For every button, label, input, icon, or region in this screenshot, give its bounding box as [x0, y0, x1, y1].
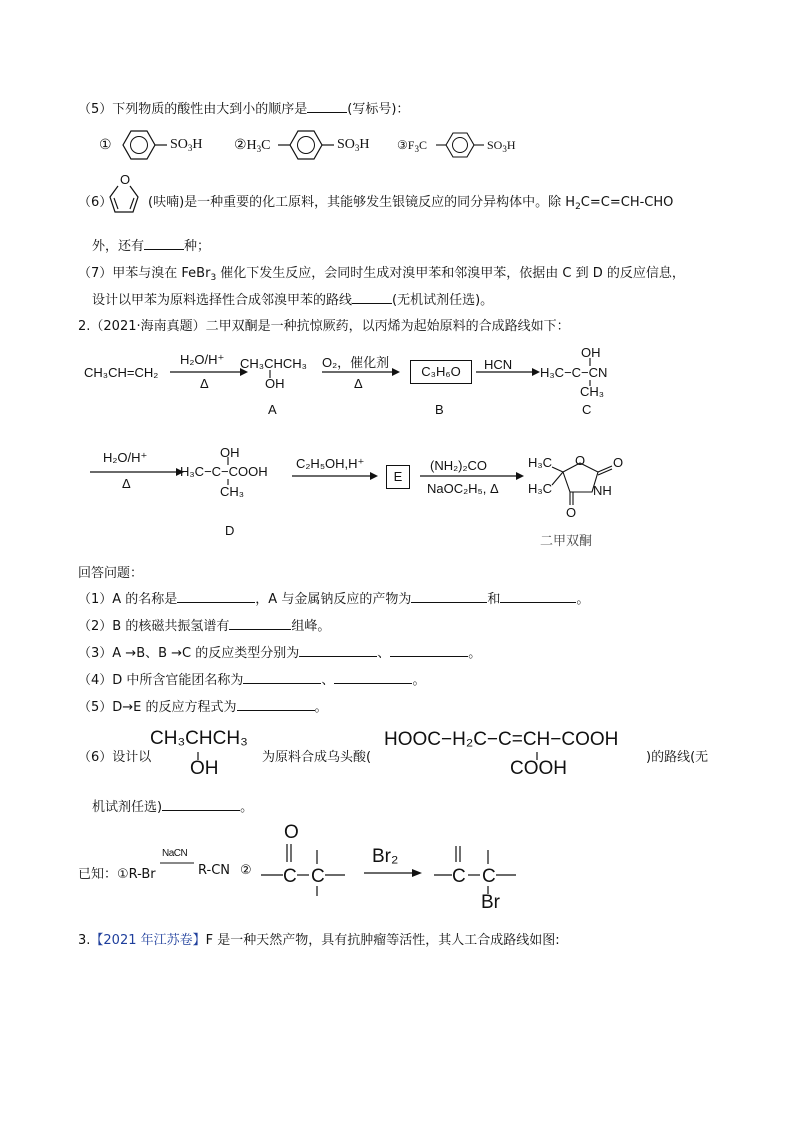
answer-6-acid-cooh: COOH — [510, 758, 567, 779]
step-2-condition: Δ — [354, 376, 363, 391]
q5-stem: （5）下列物质的酸性由大到小的顺序是 (写标号)： — [78, 102, 410, 117]
answer-3: （3）A →B、B →C 的反应类型分别为 、 。 — [78, 646, 482, 661]
answer-6-isopropanol-oh: OH — [190, 758, 219, 779]
product-carbonyl-oxygen-1: O — [613, 455, 624, 470]
step-2-reagent: O₂，催化剂 — [322, 355, 390, 370]
compound-a-oh: OH — [265, 376, 285, 391]
answer-4: （4）D 中所含官能团名称为 、 。 — [78, 673, 426, 688]
q7-line2: 设计以甲苯为原料选择性合成邻溴甲苯的路线 (无机试剂任选)。 — [92, 293, 494, 308]
furan-oxygen: O — [120, 172, 131, 187]
label-b: B — [435, 402, 444, 417]
compound-3-trifluoromethyl: $③F_3C$ — [397, 138, 427, 154]
known-arrow-1 — [160, 860, 200, 866]
svg-text:C: C — [452, 866, 466, 887]
answer-5-blank[interactable] — [237, 698, 315, 711]
answer-6-aconitic-acid: HOOC−H₂C−C=CH−COOH — [384, 729, 619, 750]
step-3-reagent: HCN — [484, 357, 513, 372]
known-nacn: NaCN — [162, 848, 188, 859]
compound-1-number: ① — [99, 138, 112, 153]
q6-number: （6） — [78, 195, 113, 210]
svg-text:C: C — [482, 866, 496, 887]
answer-6-blank[interactable] — [162, 798, 240, 811]
step-4-reagent: H₂O/H⁺ — [103, 450, 148, 465]
compound-c-oh: OH — [581, 345, 601, 360]
answer-2: （2）B 的核磁共振氢谱有 组峰。 — [78, 619, 331, 634]
q5-blank[interactable] — [307, 100, 347, 113]
known-rcn: R-CN — [198, 863, 230, 878]
svg-text:C: C — [283, 866, 297, 887]
furan-structure — [106, 170, 148, 218]
known-ketone-structure — [257, 840, 357, 892]
product-methyl-1: H₃C — [528, 455, 553, 470]
answer-1-blank-1[interactable] — [177, 590, 255, 603]
product-carbonyl-oxygen-2: O — [566, 505, 577, 520]
compound-c-ch3: CH₃ — [580, 384, 605, 399]
known-product-br: Br — [481, 892, 500, 913]
answer-6-middle: 为原料合成乌头酸( — [262, 750, 372, 765]
svg-text:C: C — [311, 866, 325, 887]
known-bromine-reagent: Br₂ — [372, 846, 399, 867]
known-label: 已知：①R-Br — [78, 867, 156, 882]
answer-2-blank[interactable] — [229, 617, 291, 630]
known-carbonyl-o: O — [284, 822, 299, 843]
benzene-ring-1 — [115, 128, 165, 164]
step-1-condition: Δ — [200, 376, 209, 391]
propene: CH₃CH=CH₂ — [84, 365, 159, 380]
compound-d: H₃C−C−COOH — [180, 464, 268, 479]
benzene-ring-2 — [278, 128, 338, 164]
product-nh: NH — [593, 483, 612, 498]
product-name: 二甲双酮 — [540, 534, 593, 549]
compound-e-box: E — [386, 465, 410, 489]
step-6-reagent: (NH₂)₂CO — [430, 458, 488, 473]
answer-6-isopropanol: CH₃CHCH₃ — [150, 728, 248, 749]
problem-2-title: 2.（2021·海南真题）二甲双酮是一种抗惊厥药，以丙烯为起始原料的合成路线如下： — [78, 319, 570, 334]
step-5-reagent: C₂H₅OH,H⁺ — [296, 456, 365, 471]
q7-line1: （7）甲苯与溴在 FeBr$_3$ 催化下发生反应，会同时生成对溴甲苯和邻溴甲苯，依据由 C 到 D 的反应信息， — [78, 266, 685, 283]
answer-6-suffix: )的路线(无 — [646, 750, 709, 765]
compound-b-box: C₃H₆O — [410, 360, 472, 384]
known-arrow-2 — [364, 868, 424, 878]
answer-5: （5）D→E 的反应方程式为 。 — [78, 700, 328, 715]
answer-4-blank-2[interactable] — [334, 671, 412, 684]
answer-4-blank-1[interactable] — [243, 671, 321, 684]
compound-c: H₃C−C−CN — [540, 365, 608, 380]
known-product-structure — [432, 840, 532, 892]
step-1-reagent: H₂O/H⁺ — [180, 352, 225, 367]
known-2: ② — [240, 863, 252, 878]
label-d: D — [225, 523, 235, 538]
answer-3-blank-1[interactable] — [299, 644, 377, 657]
sulfonic-group-3: $SO_3H$ — [487, 138, 516, 154]
compound-d-oh: OH — [220, 445, 240, 460]
answer-1-blank-3[interactable] — [500, 590, 576, 603]
q6-line1: (呋喃)是一种重要的化工原料，其能够发生银镜反应的同分异构体中。除 $H_2C=C=CH$-CHO — [148, 195, 674, 212]
answer-3-blank-2[interactable] — [390, 644, 468, 657]
step-4-condition: Δ — [122, 476, 131, 491]
answer-1: （1）A 的名称是 ，A 与金属钠反应的产物为 和 。 — [78, 592, 590, 607]
benzene-ring-3 — [436, 130, 492, 162]
step-6-condition: NaOC₂H₅, Δ — [427, 481, 499, 496]
q6-blank[interactable] — [144, 237, 184, 250]
problem-3-title: 3.【2021 年江苏卷】F 是一种天然产物，具有抗肿瘤等活性，其人工合成路线如图: — [78, 933, 560, 948]
q6-line2: 外，还有 种； — [92, 239, 211, 254]
product-ring-oxygen: O — [575, 453, 586, 468]
label-a: A — [268, 402, 277, 417]
sulfonic-group-2: $SO_3H$ — [337, 137, 370, 153]
compound-2-methyl: $②H_3C$ — [234, 138, 271, 154]
answers-heading: 回答问题： — [78, 566, 144, 581]
q7-blank[interactable] — [352, 291, 392, 304]
label-c: C — [582, 402, 592, 417]
answer-6-line2: 机试剂任选) 。 — [92, 800, 254, 815]
answer-6-prefix: （6）设计以 — [78, 750, 152, 765]
sulfonic-group-1: $SO_3H$ — [170, 137, 203, 153]
compound-a: CH₃CHCH₃ — [240, 356, 307, 371]
answer-1-blank-2[interactable] — [411, 590, 487, 603]
compound-d-ch3: CH₃ — [220, 484, 245, 499]
product-methyl-2: H₃C — [528, 481, 553, 496]
